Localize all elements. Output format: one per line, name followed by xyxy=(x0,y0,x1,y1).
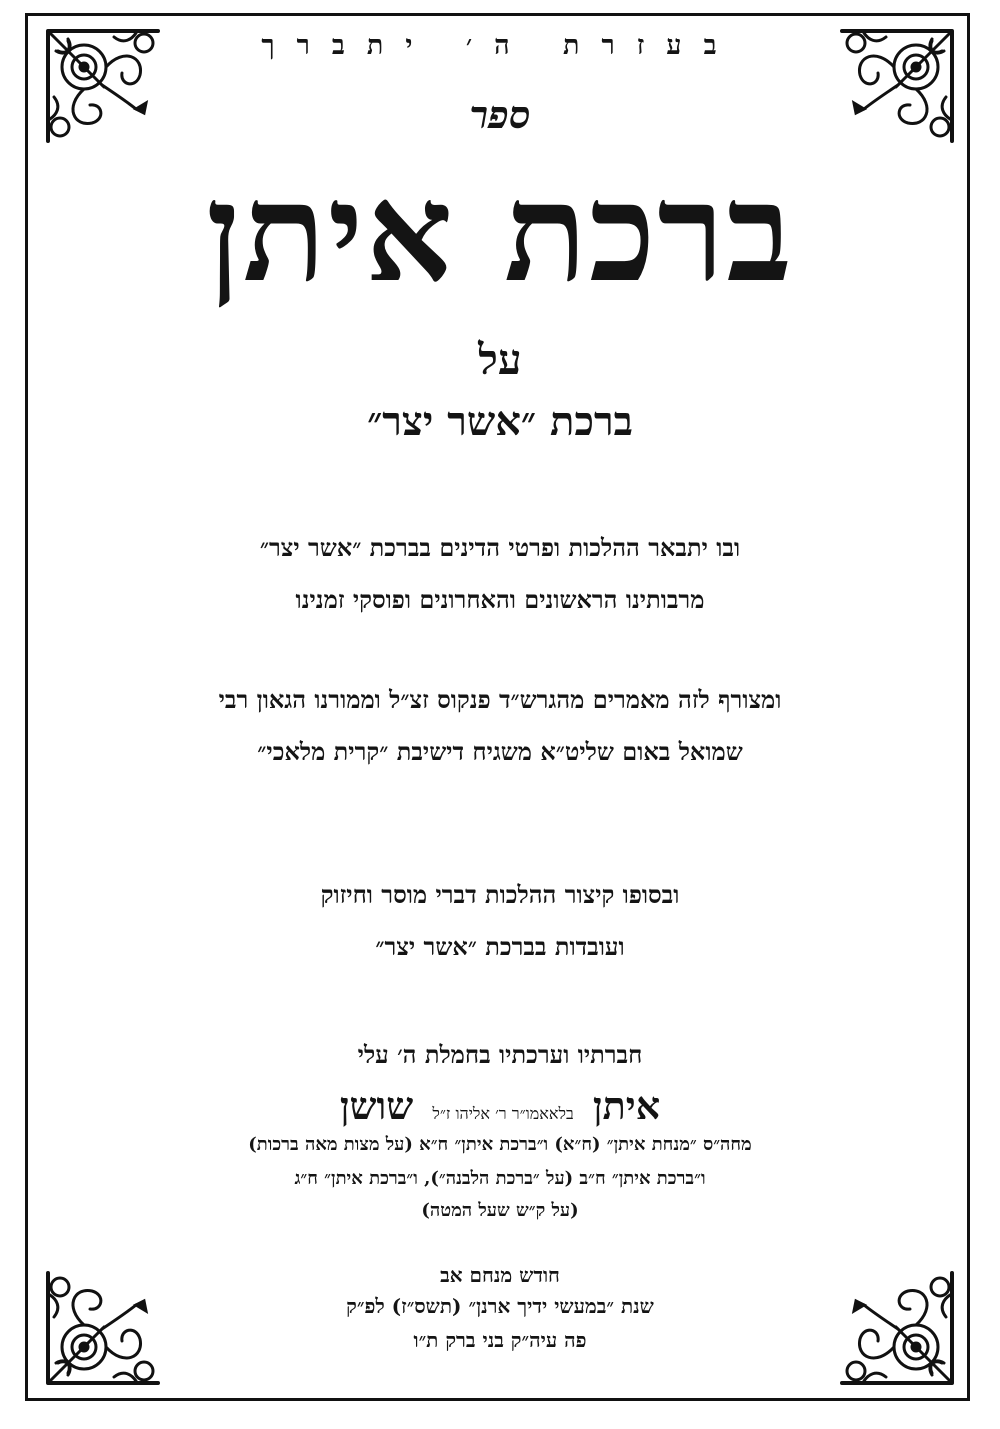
description-line: מרבותינו הראשונים והאחרונים ופוסקי זמנינו xyxy=(295,585,705,614)
sefer-label: ספר xyxy=(469,92,531,137)
al-label: על xyxy=(478,335,522,384)
corner-ornament-icon xyxy=(44,27,162,145)
corner-ornament-icon xyxy=(838,27,956,145)
description-line: ועובדות בברכת ״אשר יצר״ xyxy=(375,932,625,961)
book-title: ברכת איתן xyxy=(206,153,794,313)
invocation: בעזרת ה׳ יתברך xyxy=(261,30,739,61)
imprint-month: חודש מנחם אב xyxy=(440,1263,560,1287)
corner-ornament-icon xyxy=(44,1269,162,1387)
imprint-year: שנת ״במעשי ידיך ארנן״ (תשס״ז) לפ״ק xyxy=(346,1294,654,1318)
author-credit: חברתיו וערכתיו בחמלת ה׳ עלי xyxy=(357,1040,643,1069)
description-line: ומצורף לזה מאמרים מהגרש״ד פנקוס זצ״ל וממורנו הגאון רבי xyxy=(218,685,782,714)
author-works: ו״ברכת איתן״ ח״ב (על ״ברכת הלבנה״), ו״ברכת איתן״ ח״ג xyxy=(294,1168,706,1189)
author-name xyxy=(150,1083,850,1129)
book-subject: ברכת ״אשר יצר״ xyxy=(367,398,633,445)
author-works: (על ק״ש שעל המטה) xyxy=(421,1200,579,1221)
author-first-name: איתן xyxy=(592,1083,661,1128)
description-line: ובו יתבאר ההלכות ופרטי הדינים בברכת ״אשר יצר״ xyxy=(259,533,741,562)
author-works: מחה״ס ״מנחת איתן״ (ח״א) ו״ברכת איתן״ ח״א (על מצות מאה ברכות) xyxy=(248,1134,752,1155)
corner-ornament-icon xyxy=(838,1269,956,1387)
description-line: ובסופו קיצור ההלכות דברי מוסר וחיזוק xyxy=(320,880,680,909)
author-patronymic: בלאאמו״ר ר׳ אליהו ז״ל xyxy=(432,1104,574,1123)
description-line: שמואל באום שליט״א משגיח דישיבת ״קרית מלאכי״ xyxy=(257,737,743,766)
author-surname: שושן xyxy=(339,1083,414,1128)
imprint-place: פה עיה״ק בני ברק ת״ו xyxy=(413,1328,587,1352)
